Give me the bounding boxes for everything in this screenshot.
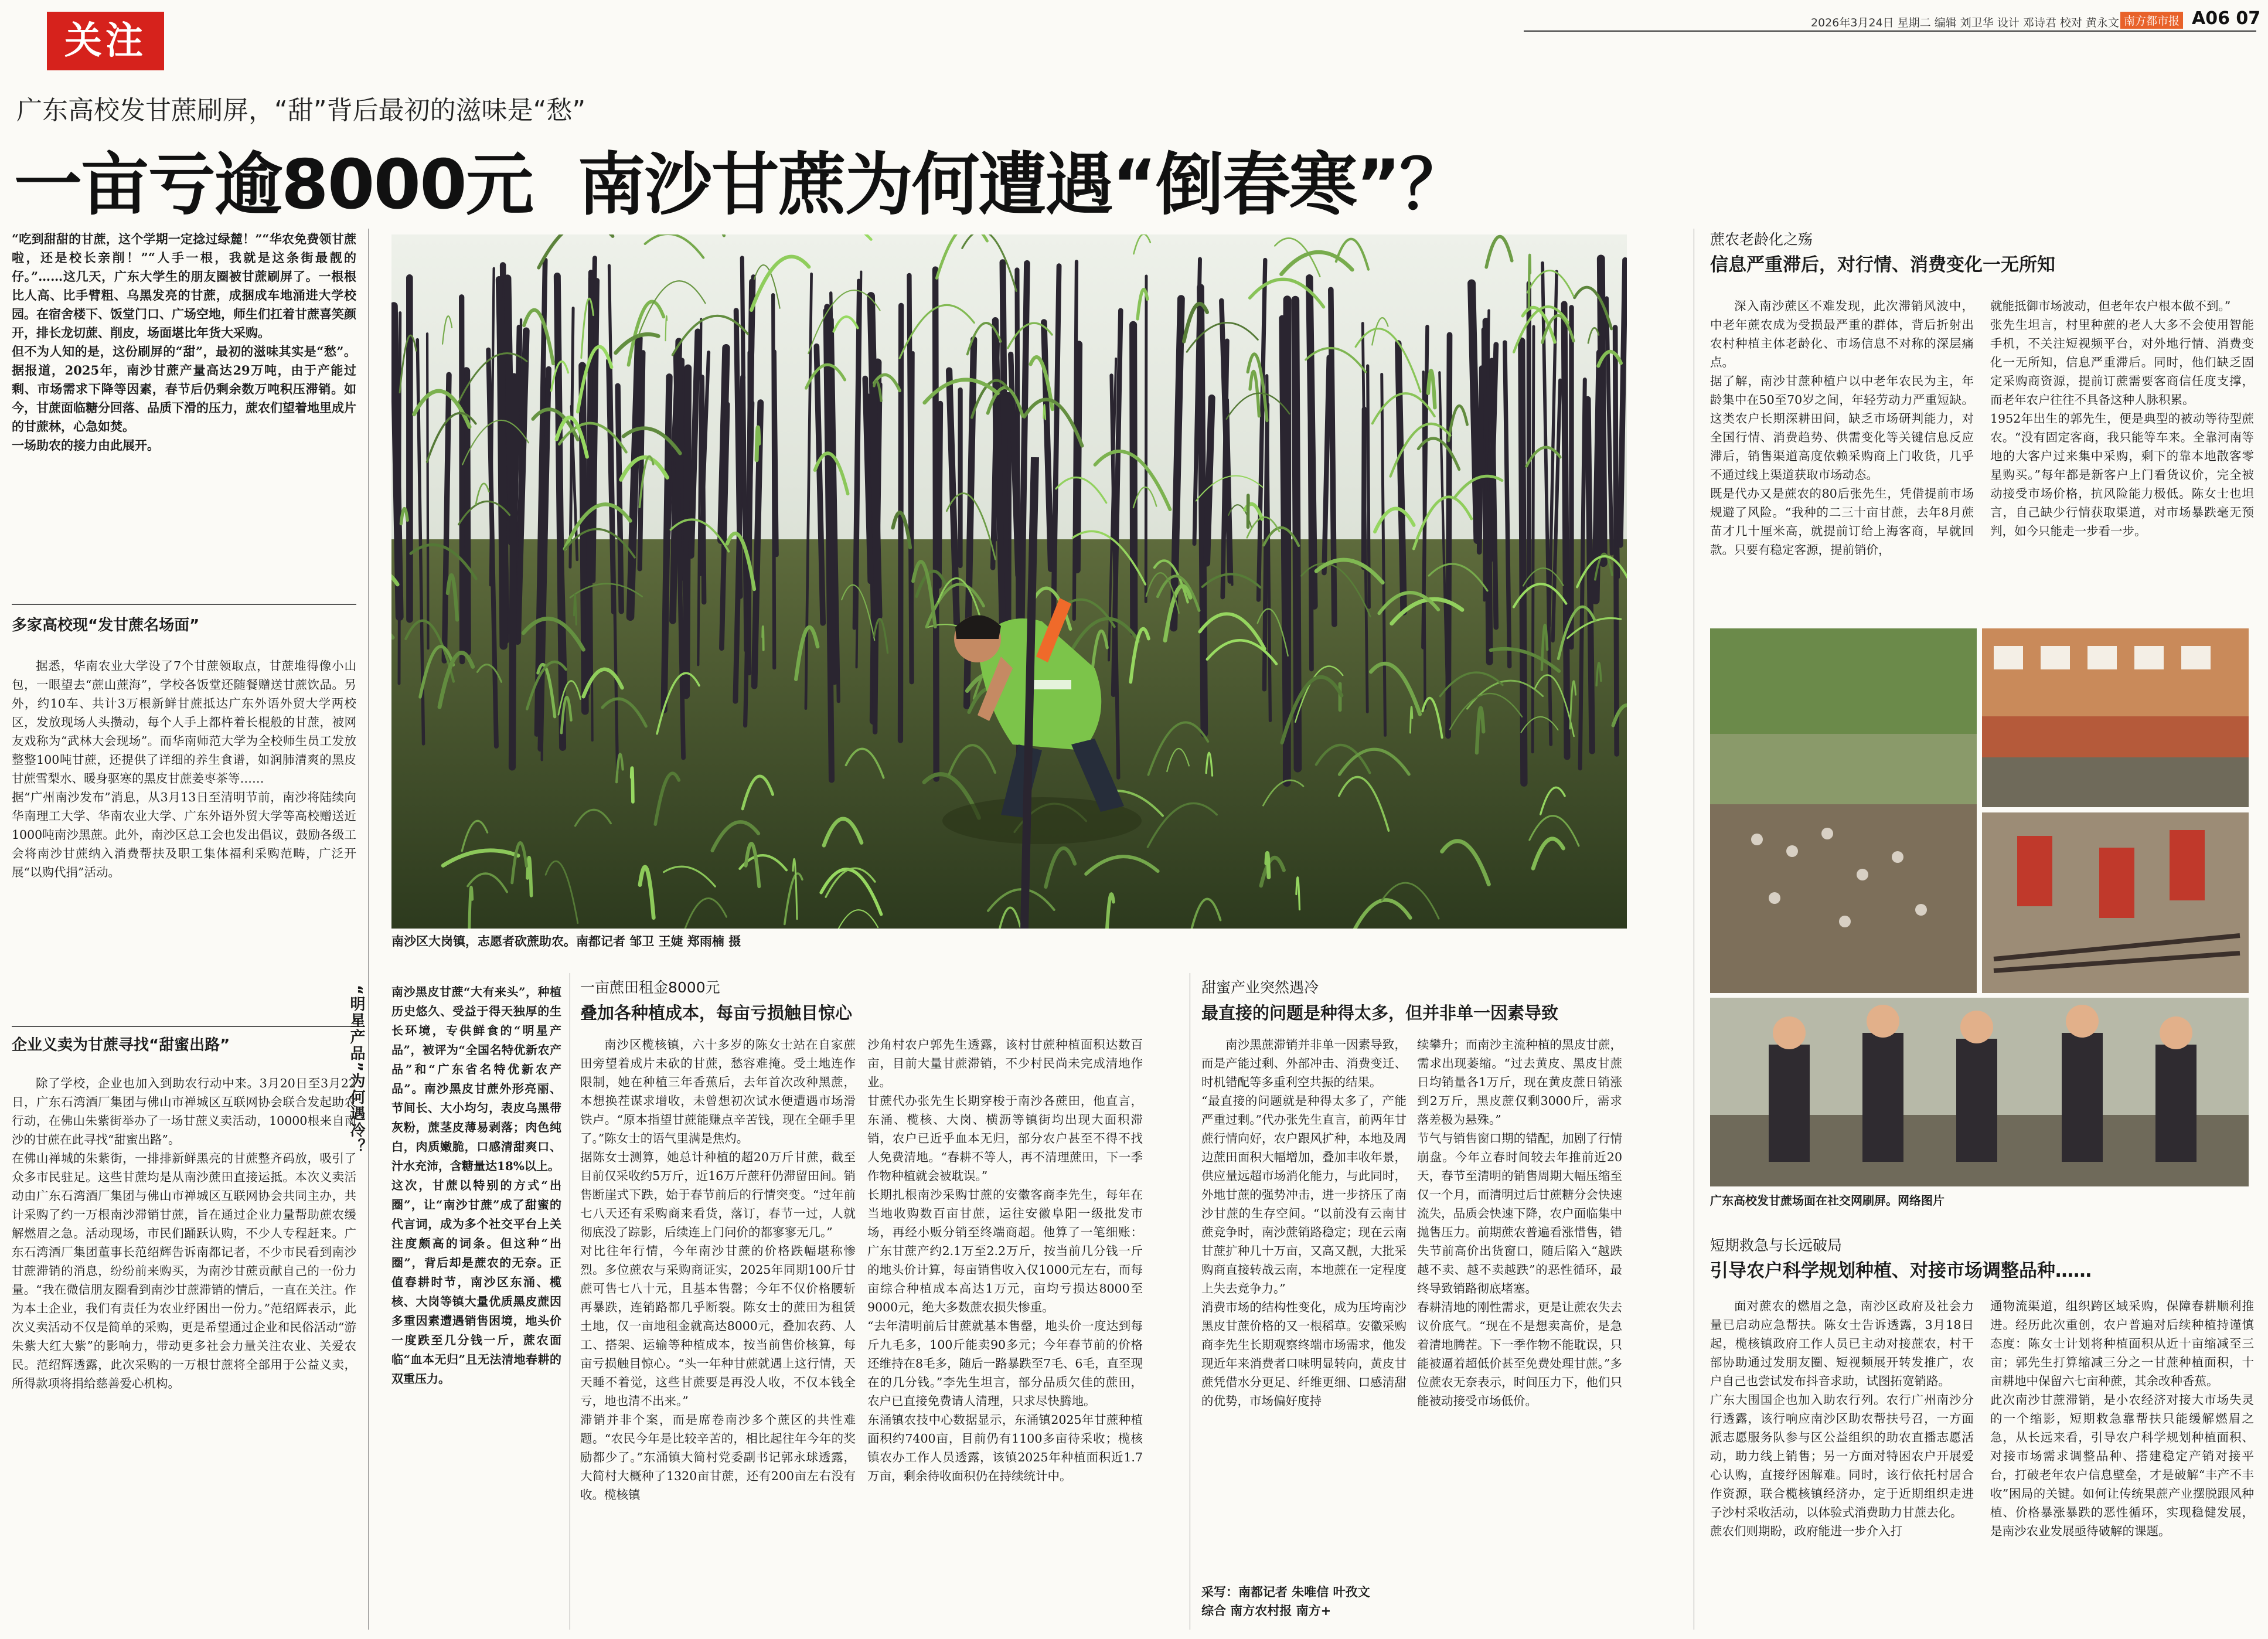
col3-deck: 叠加各种植成本，每亩亏损触目惊心 — [580, 1003, 853, 1023]
right-deck-1: 信息严重滞后，对行情、消费变化一无所知 — [1710, 254, 2055, 276]
right-text-1a: 深入南沙蔗区不难发现，此次滞销风波中，中老年蔗农成为受损最严重的群体，背后折射出农村种植主体老龄化、市场信息不对称的深层痛点。 据了解，南沙甘蔗种植户以中老年农民为主，年龄集中在50至70岁之间，年轻劳动力严重短缺。这类农户长期深耕田间，缺乏市场研判能力，对全国行情、消费趋势、供需变化等关键信息反应滞后，销售渠道高度依赖采购商上门收货，几乎不通过线上渠道获取市场动态。 既是代办又是蔗农的80后张先生，凭借提前市场规避了风险。“我种的二三十亩甘蔗，去年8月蔗苗才几十厘米高，就提前订给上海客商，早就回款。只要有稳定客源，提前销价， — [1710, 299, 1974, 557]
right-text-1b: 就能抵御市场波动，但老年农户根本做不到。” 张先生坦言，村里种蔗的老人大多不会使用智能手机，不关注短视频平台，对外地行情、消费变化一无所知，信息严重滞后。同时，他们缺乏固定采购商资源，提前订蔗需要客商信任度支撑，而老年农户往往不具备这种人脉积累。 1952年出生的郭先生，便是典型的被动等待型蔗农。“没有固定客商，我只能等车来。全靠河南等地的大客户过来集中采购，剩下的靠本地散客零星购买。”每年都是新客户上门看货议价，完全被动接受市场价格，抗风险能力极低。陈女士也坦言，自己缺少行情获取渠道，对市场暴跌毫无预判，如今只能走一步看一步。 — [1990, 299, 2254, 538]
intro-text: “吃到甜甜的甘蔗，这个学期一定捻过绿麓！”“华农免费领甘蔗啦，还是校长亲削！”“人手一根，我就是这条街最靓的仔。”……这几天，广东大学生的朋友圈被甘蔗刷屏了。一根根比人高、比手臂粗、乌黑发亮的甘蔗，成捆成车地涌进大学校园。在宿舍楼下、饭堂门口、广场空地，师生们扛着甘蔗喜笑颜开，排长龙切蔗、削皮，场面堪比年货大采购。 但不为人知的是，这份刷屏的“甜”，最初的滋味其实是“愁”。据报道，2025年，南沙甘蔗产量高达29万吨，由于产能过剩、市场需求下降等因素，春节后仍剩余数万吨积压滞销。如今，甘蔗面临糖分回落、品质下滑的压力，蔗农们望着地里成片的甘蔗林，心急如焚。 一场助农的接力由此展开。 — [12, 232, 356, 453]
credits: 采写：南都记者 朱唯信 叶孜文 综合 南方农村报 南方+ — [1201, 1585, 1370, 1618]
sidebar-vertical-title: “明星产品”为何遇冷？ — [348, 985, 365, 1155]
paper-logo: 南方都市报 — [2120, 12, 2183, 29]
headline-kicker: 广东高校发甘蔗刷屏，“甜”背后最初的滋味是“愁” — [16, 96, 586, 125]
col4-text: 沙角村农户郭先生透露，该村甘蔗种植面积达数百亩，目前大量甘蔗滞销，不少村民尚未完成清地作业。 甘蔗代办张先生长期穿梭于南沙各蔗田，他直言，东涌、榄核、大岗、横沥等镇街均出现大面积滞销，农户已近乎血本无归，部分农户甚至不得不找人免费清地。“春耕不等人，再不清理蔗田，下一季作物种植就会被耽误。” 长期扎根南沙采购甘蔗的安徽客商李先生，每年在当地收购数百亩甘蔗，运往安徽阜阳一级批发市场，再经小贩分销至终端商超。他算了一笔细账：广东甘蔗产约2.1万至2.2万斤，按当前几分钱一斤的地头价计算，每亩销售收入仅1000元左右，而每亩综合种植成本高达1万元，亩均亏损达8000至9000元，绝大多数蔗农损失惨重。 “去年清明前后甘蔗就基本售罄，地头价一度达到每斤九毛多，100斤能卖90多元；今年春节前的价格还维持在8毛多，随后一路暴跌至7毛、6毛，直至现在的几分钱。”李先生坦言，部分品质欠佳的蔗田，农户已直接免费请人清理，只求尽快腾地。 东涌镇农技中心数据显示，东涌镇2025年甘蔗种植面积约7400亩，目前仍有1100多亩待采收；榄核镇农办工作人员透露，该镇2025年种植面积近1.7万亩，剩余待收面积仍在持续统计中。 — [867, 1038, 1143, 1483]
col3-kicker: 一亩蔗田租金8000元 — [580, 979, 720, 996]
col1-text-2: 除了学校，企业也加入到助农行动中来。3月20日至3月22日，广东石湾酒厂集团与佛山市禅城区互联网协会联合发起助农行动，在佛山朱紫街举办了一场甘蔗义卖活动，10000根来自南沙的甘蔗在此寻找“甜蜜出路”。 在佛山禅城的朱紫街，一排排新鲜黑亮的甘蔗整齐码放，吸引了众多市民驻足。这些甘蔗均是从南沙蔗田直接运抵。本次义卖活动由广东石湾酒厂集团与佛山市禅城区互联网协会共同主办，共计采购了约一万根南沙滞销甘蔗，旨在通过企业力量帮助蔗农缓解燃眉之急。活动现场，市民们踊跃认购，不少人专程赶来。广东石湾酒厂集团董事长范绍辉告诉南都记者，不少市民看到南沙甘蔗滞销的消息，纷纷前来购买，为南沙甘蔗贡献自己的一份力量。“我在微信朋友圈看到南沙甘蔗滞销的情后，一直在关注。作为本土企业，我们有责任为农业纾困出一份力。”范绍辉表示，此次义卖活动不仅是简单的采购，更是希望通过企业和民俗活动“游朱紫大红大紫”的影响力，带动更多社会力量关注农业、关爱农民。范绍辉透露，此次采购的一万根甘蔗将全部用于公益义卖，所得款项将捐给慈善爱心机构。 — [12, 1076, 356, 1390]
section-tag: 关注 — [47, 12, 164, 70]
collage-photo-2 — [1982, 628, 2249, 807]
subhead-universities: 多家高校现“发甘蔗名场面” — [12, 617, 200, 634]
collage-photo-1 — [1710, 628, 1977, 993]
right-deck-2: 引导农户科学规划种植、对接市场调整品种…… — [1710, 1260, 2092, 1281]
col5-kicker: 甜蜜产业突然遇冷 — [1201, 979, 1319, 996]
col3-text: 南沙区榄核镇，六十多岁的陈女士站在自家蔗田旁望着成片未砍的甘蔗，愁容难掩。受土地连作限制，她在种植三年香蕉后，去年首次改种黑蔗，本想换茬谋求增收，未曾想初次试水便遭遇市场滑铁卢。“原本指望甘蔗能赚点辛苦钱，现在全砸手里了。”陈女士的语气里满是焦灼。 据陈女士测算，她总计种植的超20万斤甘蔗，截至目前仅采收约5万斤，近16万斤蔗秆仍滞留田间。销售断崖式下跌，始于春节前后的行情突变。“过年前七八天还有采购商来看货，落订，春节一过，人就彻底没了踪影，后续连上门问价的都寥寥无几。” 对比往年行情，今年南沙甘蔗的价格跌幅堪称惨烈。多位蔗农与采购商证实，2025年同期100斤甘蔗可售七八十元，且基本售罄；今年不仅价格腰斩再暴跌，连销路都几乎断裂。陈女士的蔗田为租赁土地，仅一亩地租金就高达8000元，叠加农药、人工、搭架、运输等种植成本，按当前售价核算，每亩亏损触目惊心。“头一年种甘蔗就遇上这行情，天天睡不着觉，这些甘蔗要是再没人收，不仅本钱全亏，地也清不出来。” 滞销并非个案，而是席卷南沙多个蔗区的共性难题。“农民今年是比较辛苦的，相比起往年今年的奖励都少了。”东涌镇大简村党委副书记郭永球透露，大简村大概种了1320亩甘蔗，还有200亩左右没有收。榄核镇 — [580, 1038, 856, 1502]
col5-text: 南沙黑蔗滞销并非单一因素导致，而是产能过剩、外部冲击、消费变迁、时机错配等多重利空共振的结果。 “最直接的问题就是种得太多了，产能严重过剩。”代办张先生直言，前两年甘蔗行情向好，农户跟风扩种，本地及周边蔗田面积大幅增加，叠加丰收年景，供应量远超市场消化能力，与此同时，外地甘蔗的强势冲击，进一步挤压了南沙甘蔗的生存空间。“以前没有云南甘蔗竞争时，南沙蔗销路稳定；现在云南甘蔗扩种几十万亩，又高又靓，大批采购商直接转战云南，本地蔗在一定程度上失去竞争力。” 消费市场的结构性变化，成为压垮南沙黑皮甘蔗价格的又一根稻草。安徽采购商李先生长期观察终端市场需求，他发现近年来消费者口味明显转向，黄皮甘蔗凭借水分更足、纤维更细、口感清甜的优势，市场偏好度持 — [1201, 1038, 1407, 1408]
right-text-2b: 通物流渠道，组织跨区域采购，保障春耕顺利推进。经历此次重创，农户普遍对后续种植持谨慎态度：陈女士计划将种植面积从近十亩缩减至三亩；郭先生打算缩减三分之一甘蔗种植面积，十亩耕地中保留六七亩种蔗，其余改种香蕉。 此次南沙甘蔗滞销，是小农经济对接大市场失灵的一个缩影，短期救急靠帮扶只能缓解燃眉之急，从长远来看，引导农户科学规划种植面积、对接市场需求调整品种、搭建稳定产销对接平台，打破老年农户信息壁垒，才是破解“丰产不丰收”困局的关键。如何让传统果蔗产业摆脱跟风种植、价格暴涨暴跌的恶性循环，实现稳健发展，是南沙农业发展亟待破解的课题。 — [1990, 1299, 2254, 1538]
subhead-enterprise: 企业义卖为甘蔗寻找“甜蜜出路” — [12, 1036, 230, 1054]
collage-caption: 广东高校发甘蔗场面在社交网刷屏。网络图片 — [1710, 1193, 1945, 1208]
header-meta: 2026年3月24日 星期二 编辑 刘卫华 设计 邓诗君 校对 黄永文 — [1811, 16, 2119, 29]
page-number: A06 07 — [2192, 8, 2261, 29]
collage-photo-4 — [1710, 998, 2249, 1186]
right-text-2a: 面对蔗农的燃眉之急，南沙区政府及社会力量已启动应急帮扶。陈女士告诉透露，3月18日起，榄核镇政府工作人员已主动对接蔗农，村干部协助通过发朋友圈、短视频展开转发推广，农户自己也尝试发布抖音求助，试图拓宽销路。 广东大围国企也加入助农行列。农行广州南沙分行透露，该行响应南沙区助农帮扶号召，一方面派志愿服务队参与区公益组织的助农直播志愿活动，助力线上销售；另一方面对特困农户开展爱心认购，直接纾困解难。同时，该行依托村居合作资源，联合榄核镇经济办，定于近期组织走进子沙村采收活动，以体验式消费助力甘蔗去化。 蔗农们则期盼，政府能进一步介入打 — [1710, 1299, 1974, 1538]
col1-text-1: 据悉，华南农业大学设了7个甘蔗领取点，甘蔗堆得像小山包，一眼望去“蔗山蔗海”，学校各饭堂还随餐赠送甘蔗饮品。另外，约10车、共计3万根新鲜甘蔗抵达广东外语外贸大学两校区，发放现场人头攒动，每个人手上都杵着长棍般的甘蔗，被网友戏称为“武林大会现场”。而华南师范大学为全校师生员工发放整整100吨甘蔗，还提供了详细的养生食谱，如润肺清爽的黑皮甘蔗雪梨水、暖身驱寒的黑皮甘蔗姜枣茶等…… 据“广州南沙发布”消息，从3月13日至清明节前，南沙将陆续向华南理工大学、华南农业大学、广东外语外贸大学等高校赠送近1000吨南沙黑蔗。此外，南沙区总工会也发出倡议，鼓励各级工会将南沙甘蔗纳入消费帮扶及职工集体福利采购范畴，广泛开展“以购代捐”活动。 — [12, 659, 356, 879]
col5-deck: 最直接的问题是种得太多，但并非单一因素导致 — [1201, 1003, 1559, 1023]
header-rule — [1524, 30, 2256, 32]
right-kicker-2: 短期救急与长远破局 — [1710, 1237, 1843, 1254]
right-kicker-1: 蔗农老龄化之殇 — [1710, 231, 1813, 248]
main-photo — [391, 234, 1627, 929]
sidebar-text: 南沙黑皮甘蔗“大有来头”，种植历史悠久、受益于得天独厚的生长环境，专供鲜食的“明星产品”，被评为“全国名特优新农产品”和“广东省名特优新农产品”。南沙黑皮甘蔗外形亮丽、节间长、大小均匀，表皮乌黑带灰粉，蔗茎皮薄易剥落；肉色纯白，肉质嫩脆，口感清甜爽口、汁水充沛，含糖量达18%以上。 这次，甘蔗以特别的方式“出圈”，让“南沙甘蔗”成了甜蜜的代言词，成为多个社交平台上关注度颇高的词条。但这种“出圈”，背后却是蔗农的无奈。正值春耕时节，南沙区东涌、榄核、大岗等镇大量优质黑皮蔗因多重因素遭遇销售困境，地头价一度跌至几分钱一斤，蔗农面临“血本无归”且无法清地春耕的双重压力。 — [391, 985, 561, 1386]
headline-title: 一亩亏逾8000元 南沙甘蔗为何遭遇“倒春寒”？ — [14, 145, 1467, 225]
collage-photo-3 — [1982, 812, 2249, 993]
col6-text: 续攀升；而南沙主流种植的黑皮甘蔗，需求出现萎缩。“过去黄皮、黑皮甘蔗日均销量各1万斤，现在黄皮蔗日销涨到2万斤，黑皮蔗仅剩3000斤，需求落差极为悬殊。” 节气与销售窗口期的错配，加剧了行情崩盘。今年立春时间较去年推前近20天，春节至清明的销售周期大幅压缩至仅一个月，而清明过后甘蔗糖分会快速流失，品质会快速下降，农户面临集中抛售压力。前期蔗农普遍看涨惜售，错失节前高价出货窗口，随后陷入“越跌越不卖、越不卖越跌”的恶性循环，最终导致销路彻底堵塞。 春耕清地的刚性需求，更是让蔗农失去议价底气。“现在不是想卖高价，是急着清地腾茬。下一季作物不能耽误，只能被逼着超低价甚至免费处理甘蔗。”多位蔗农无奈表示，时间压力下，他们只能被动接受市场低价。 — [1417, 1038, 1622, 1408]
main-photo-caption: 南沙区大岗镇，志愿者砍蔗助农。南都记者 邹卫 王婕 郑雨楠 摄 — [391, 934, 741, 948]
